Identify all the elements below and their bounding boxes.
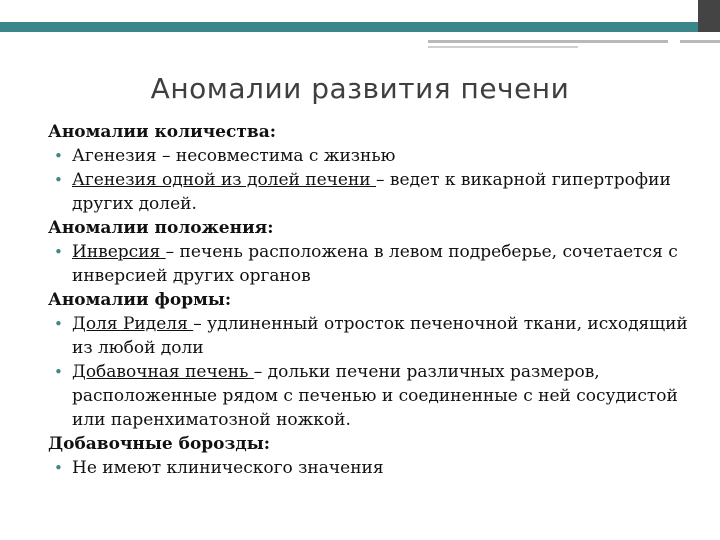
section-heading: Добавочные борозды: xyxy=(48,434,271,454)
section-heading: Аномалии положения: xyxy=(48,218,274,238)
bullet-icon: • xyxy=(54,315,63,333)
item-term: Доля Риделя xyxy=(72,314,194,334)
item-term: Агенезия одной из долей печени xyxy=(72,170,377,190)
item-text: – несовместима с жизнью xyxy=(156,146,396,166)
item-text: – ведет к викарной гипертрофии других долей. xyxy=(72,170,671,214)
item-term: Агенезия xyxy=(72,146,157,166)
header-accent-bar xyxy=(0,22,698,32)
bullet-icon: • xyxy=(54,363,63,381)
slide-content xyxy=(48,120,708,480)
item-text: – печень расположена в левом подреберье, сочетается с инверсией других органов xyxy=(72,242,678,286)
bullet-item xyxy=(48,312,708,360)
bullet-item xyxy=(48,456,708,480)
bullet-icon: • xyxy=(54,243,63,261)
bullet-item xyxy=(48,360,708,432)
section-heading: Аномалии формы: xyxy=(48,290,232,310)
decor-line xyxy=(428,40,668,43)
decor-line xyxy=(428,46,578,48)
bullet-icon: • xyxy=(54,459,63,477)
item-term: Инверсия xyxy=(72,242,166,262)
bullet-icon: • xyxy=(54,171,63,189)
bullet-item xyxy=(48,240,708,288)
decor-line xyxy=(680,40,720,43)
bullet-item xyxy=(48,144,708,168)
slide-title: Аномалии развития печени xyxy=(150,72,570,105)
bullet-icon: • xyxy=(54,147,63,165)
header-dark-block xyxy=(698,0,720,32)
section-heading: Аномалии количества: xyxy=(48,122,276,142)
item-text: Не имеют клинического значения xyxy=(72,458,384,478)
item-term: Добавочная печень xyxy=(72,362,254,382)
top-band xyxy=(0,0,720,22)
item-text: – дольки печени различных размеров, расположенные рядом с печенью и соединенные с ней сосудистой или паренхиматозной ножкой. xyxy=(72,362,678,430)
item-text: – удлиненный отросток печеночной ткани, исходящий из любой доли xyxy=(72,314,688,358)
bullet-item xyxy=(48,168,708,216)
